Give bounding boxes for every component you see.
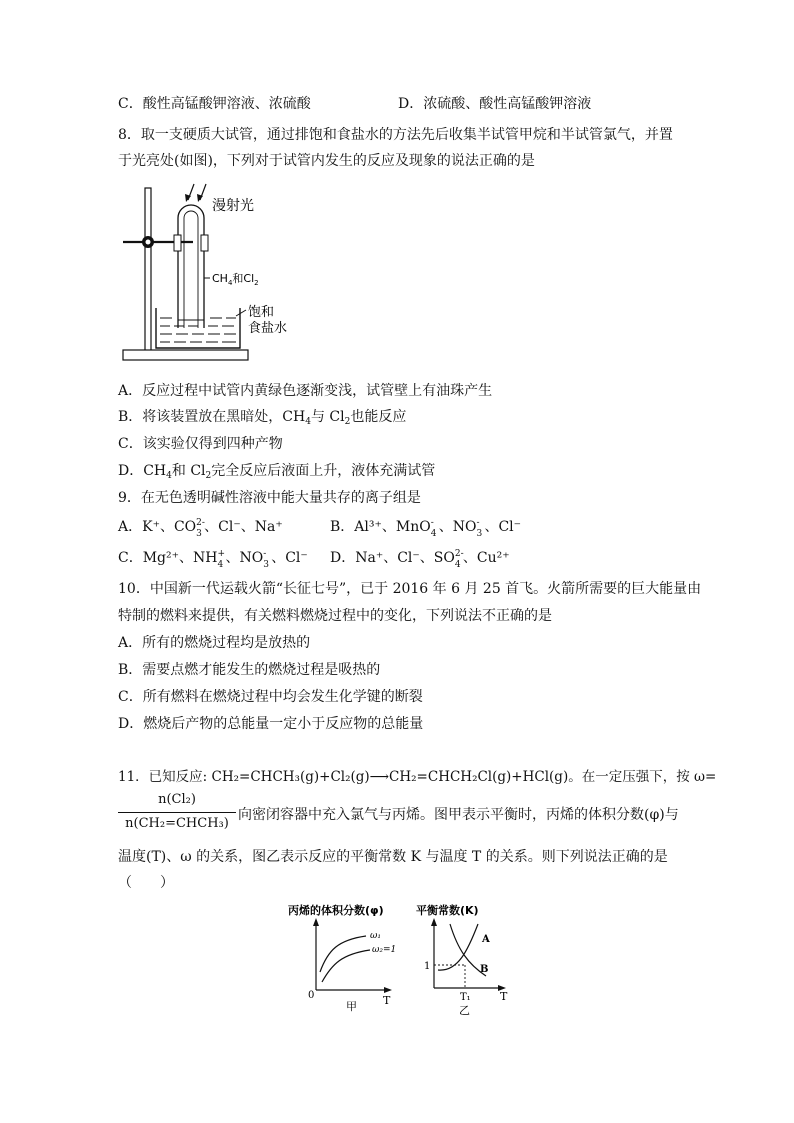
q8-option-d: D．$CH_4$和 $Cl_2$完全反应后液面上升，液体充满试管	[118, 463, 436, 481]
q11-stem-line1: 11．已知反应: CH₂=CHCH₃(g)+Cl₂(g)⟶CH₂=CHCH₂Cl(g)+HCl(g)。在一定压强下，按 ω=	[118, 769, 717, 785]
q7-option-c: C．酸性高锰酸钾溶液、浓硫酸	[118, 96, 311, 112]
fig-jia-xlabel: T	[383, 994, 391, 1007]
q11-stem-line4: （ ）	[118, 875, 174, 891]
stand-base	[123, 350, 248, 360]
fig-yi-label-b: B	[480, 964, 489, 975]
q11-stem-line3: 温度(T)、ω 的关系，图乙表示反应的平衡常数 K 与温度 T 的关系。则下列说法正确的是	[118, 849, 668, 865]
q9-option-b: B．Al³⁺、MnO - 4 、NO - 3 、Cl⁻	[330, 518, 522, 539]
q11-figure-jia	[280, 900, 400, 1015]
label-gas: $CH_4$和$Cl_2$	[212, 272, 259, 287]
q10-option-d: D．燃烧后产物的总能量一定小于反应物的总能量	[118, 716, 424, 732]
q8-option-c: C．该实验仅得到四种产物	[118, 436, 283, 452]
stand-rod	[145, 188, 151, 358]
q10-stem-line1: 10．中国新一代运载火箭“长征七号”，已于 2016 年 6 月 25 首飞。火箭所需要的巨大能量由	[118, 581, 702, 597]
clamp-pad	[174, 235, 181, 251]
label-saturated: 饱和	[248, 305, 275, 320]
fig-yi-label-a: A	[482, 934, 490, 945]
q11-fraction-bar	[118, 812, 236, 813]
q9-option-c: C．Mg²⁺、NH + 4 、NO - 3 、Cl⁻	[118, 549, 308, 570]
q11-fraction-denominator: n(CH₂=CHCH₃)	[125, 816, 229, 831]
fig-yi-xlabel: T	[500, 990, 508, 1003]
q11-figure-yi	[412, 900, 518, 1020]
q10-stem-line2: 特制的燃料来提供，有关燃料燃烧过程中的变化，下列说法不正确的是	[118, 608, 552, 624]
q8-stem-line1: 8．取一支硬质大试管，通过排饱和食盐水的方法先后收集半试管甲烷和半试管氯气，并置	[118, 127, 673, 143]
fig-yi-curve-a	[438, 924, 478, 970]
test-tube	[178, 205, 204, 328]
q9-option-d: D．Na⁺、Cl⁻、SO 2- 4 、Cu²⁺	[330, 549, 510, 570]
fig-yi-title: 平衡常数(K)	[416, 904, 479, 917]
fig-yi-label-one: 1	[424, 961, 431, 972]
fig-jia-title: 丙烯的体积分数(φ)	[288, 904, 384, 917]
fig-jia-curve-w1	[320, 936, 366, 972]
q8-option-a: A．反应过程中试管内黄绿色逐渐变浅，试管壁上有油珠产生	[118, 383, 493, 399]
fig-jia-label-w1: ω₁	[370, 931, 381, 941]
fig-yi-caption: 乙	[459, 1004, 470, 1017]
q9-stem: 9．在无色透明碱性溶液中能大量共存的离子组是	[118, 490, 421, 506]
q9-option-a: A．K⁺、CO 2- 3 、Cl⁻、Na⁺	[118, 518, 283, 539]
q7-option-d: D．浓硫酸、酸性高锰酸钾溶液	[398, 96, 592, 112]
fig-jia-caption: 甲	[346, 1000, 357, 1013]
q11-fraction-numerator: n(Cl₂)	[158, 792, 196, 807]
fig-jia-origin: 0	[308, 990, 315, 1001]
q10-option-a: A．所有的燃烧过程均是放热的	[118, 635, 311, 651]
q8-stem-line2: 于光亮处(如图)，下列对于试管内发生的反应及现象的说法正确的是	[118, 153, 535, 169]
fig-jia-label-w2: ω₂=1	[372, 945, 397, 955]
q11-stem-line2: 向密闭容器中充入氯气与丙烯。图甲表示平衡时，丙烯的体积分数(φ)与	[238, 807, 679, 823]
label-diffuse-light: 漫射光	[212, 198, 254, 214]
q10-option-c: C．所有燃料在燃烧过程中均会发生化学键的断裂	[118, 689, 423, 705]
q8-apparatus-figure	[118, 178, 318, 368]
label-saline-water: 食盐水	[248, 321, 288, 336]
q8-option-b: B．将该装置放在黑暗处，$CH_4$与 $Cl_2$也能反应	[118, 409, 407, 427]
fig-yi-label-t1: T₁	[460, 992, 471, 1003]
q10-option-b: B．需要点燃才能发生的燃烧过程是吸热的	[118, 662, 381, 678]
clamp-pad	[201, 235, 208, 251]
